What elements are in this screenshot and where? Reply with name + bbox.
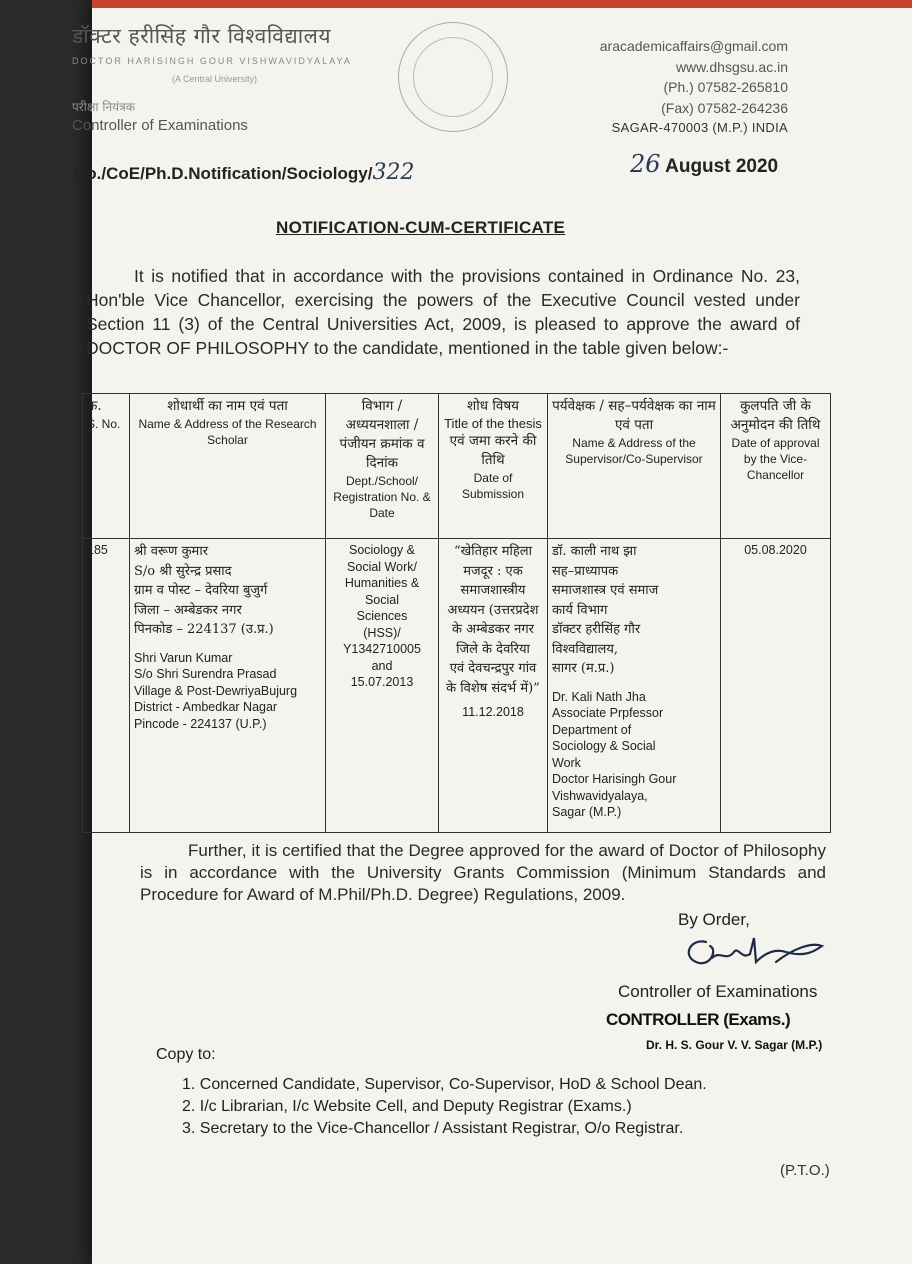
cell-dept [326,539,439,833]
supervisor-english-line: Work [552,755,581,770]
contact-website: www.dhsgsu.ac.in [675,58,788,75]
intro-paragraph: It is notified that in accordance with the provisions contained in Ordinance No. 23, Hon'ble Vice Chancellor, exercising the powers of the Executive Council vested under Section 11 (3) of the Central Universities Act, 2009, is pleased to approve the award of DOCTOR OF PHILOSOPHY to the candidate, mentioned in the table given below:- [86,266,800,358]
cell-approval-date: 05.08.2020 [721,539,831,833]
header-approval-hindi: कुलपति जी के अनुमोदन की तिथि [730,398,821,433]
issue-date-rest: August 2020 [665,156,779,177]
header-sno-english: S. No. [87,417,121,431]
supervisor-english-line: Department of [552,722,632,737]
supervisor-hindi-line: कार्य विभाग [552,602,608,618]
thesis-submission-date: 11.12.2018 [462,705,524,719]
supervisor-hindi-line: डॉक्टर हरीसिंह गौर [552,622,641,637]
controller-stamp-address: Dr. H. S. Gour V. V. Sagar (M.P.) [646,1038,823,1052]
scholar-english-line: District - Ambedkar Nagar [134,700,278,714]
thesis-line: अध्ययन (उत्तरप्रदेश [447,602,539,618]
dept-line: Social Work/ [347,559,417,574]
contact-email: aracademicaffairs@gmail.com [599,38,788,54]
controller-stamp: CONTROLLER (Exams.) [606,1010,791,1029]
thesis-line: जिले के देवरिया [456,641,530,657]
supervisor-hindi-lines [552,542,716,679]
scholar-hindi-line: पिनकोड – 224137 (उ.प्र.) [134,622,274,637]
reference-handwritten-number: 322 [372,160,415,185]
table-header-row [83,394,831,539]
handwritten-signature-icon [676,928,826,978]
letterhead-contact [560,36,788,139]
scholar-english-lines [134,650,321,733]
cell-supervisor [548,539,721,833]
header-dept-english: Dept./School/ Registration No. & Date [333,474,431,520]
thesis-line: एवं देवचन्द्रपुर गांव [449,661,537,676]
university-seal-icon [398,22,508,132]
top-edge-band [92,0,912,8]
list-item: 2. I/c Librarian, I/c Website Cell, and Deputy Registrar (Exams.) [182,1098,632,1115]
thesis-line: के विशेष संदर्भ में)” [446,680,540,696]
copy-to-list [182,1074,707,1140]
dept-line: Y1342710005 [343,642,421,656]
header-thesis-english: Title of the thesis [444,416,542,431]
scholar-english-line: Shri Varun Kumar [134,650,233,665]
header-supervisor-english: Name & Address of the Supervisor/Co-Supervisor [565,436,703,466]
header-supervisor [548,394,721,539]
header-thesis-hindi2: एवं जमा करने की तिथि [449,433,537,468]
thesis-line: समाजशास्त्रीय [460,583,526,598]
list-item: 3. Secretary to the Vice-Chancellor / Assistant Registrar, O/o Registrar. [182,1120,684,1137]
supervisor-english-line: Sociology & Social [552,739,656,753]
copy-to-heading: Copy to: [156,1046,216,1063]
header-thesis-english2: Date of Submission [461,471,525,501]
scholar-english-line: Pincode - 224137 (U.P.) [134,716,267,731]
header-dept [326,394,439,539]
cell-scholar [130,539,326,833]
dept-line: Sciences [356,609,408,623]
reference-prefix: No./CoE/Ph.D.Notification/Sociology/ [74,164,373,183]
header-scholar [130,394,326,539]
document-title: NOTIFICATION-CUM-CERTIFICATE [276,218,566,237]
dept-line: Humanities & [344,576,420,590]
header-thesis-hindi: शोध विषय [467,398,519,414]
cell-sno: 185 [83,539,130,833]
supervisor-english-line: Sagar (M.P.) [552,805,622,819]
header-thesis [439,394,548,539]
university-name-hindi: डॉक्टर हरीसिंह गौर विश्वविद्यालय [72,24,332,48]
reference-number [74,160,414,185]
scholar-hindi-line: S/o श्री सुरेन्द्र प्रसाद [134,563,232,579]
dept-line: and [371,658,393,673]
supervisor-english-lines [552,689,716,821]
header-sno [83,394,130,539]
by-order: By Order, [678,910,750,929]
header-scholar-english: Name & Address of the Research Scholar [138,417,317,447]
scholar-hindi-line: श्री वरूण कुमार [134,544,209,559]
table-row [83,539,831,833]
certification-paragraph: Further, it is certified that the Degree approved for the award of Doctor of Philosophy is in accordance with the University Grants Commission (Minimum Standards and Procedure for Award of M.Phil/Ph.D. Degree) Regulations, 2009. [140,841,826,904]
university-type: (A Central University) [172,74,258,84]
dept-line: (HSS)/ [363,625,401,640]
supervisor-english-line: Doctor Harisingh Gour [552,772,677,786]
signatory-designation: Controller of Examinations [618,982,818,1001]
cell-thesis [439,539,548,833]
thesis-line: “खेतिहार महिला [453,544,532,559]
supervisor-hindi-line: सागर (म.प्र.) [552,661,615,676]
dept-line: 15.07.2013 [350,675,414,689]
scholar-hindi-lines [134,542,321,640]
scholar-english-line: Village & Post-DewriyaBujurg [134,683,298,698]
contact-address: SAGAR-470003 (M.P.) INDIA [611,120,788,135]
header-scholar-hindi: शोधार्थी का नाम एवं पता [167,398,288,414]
issue-date [630,150,778,178]
please-turn-over: (P.T.O.) [780,1162,830,1179]
letterhead-left [72,22,372,134]
dept-line: Social [364,592,400,607]
thesis-line: मजदूर : एक [463,563,523,579]
thesis-hindi-lines [443,542,543,698]
supervisor-hindi-line: विश्वविद्यालय, [552,641,618,657]
controller-hindi: परीक्षा नियंत्रक [72,100,135,114]
header-supervisor-hindi: पर्यवेक्षक / सह–पर्यवेक्षक का नाम एवं पता [552,398,716,433]
thesis-line: के अम्बेडकर नगर [452,622,534,637]
header-approval-english: Date of approval by the Vice-Chancellor [731,436,820,482]
issue-date-day: 26 [630,150,661,178]
supervisor-hindi-line: सह–प्राध्यापक [552,563,619,579]
university-name-english: DOCTOR HARISINGH GOUR VISHWAVIDYALAYA [72,56,352,66]
supervisor-english-line: Dr. Kali Nath Jha [552,689,646,704]
header-approval [721,394,831,539]
candidate-table [82,393,831,833]
scholar-hindi-line: ग्राम व पोस्ट – देवरिया बुजुर्ग [134,583,268,598]
supervisor-hindi-line: समाजशास्त्र एवं समाज [552,583,659,598]
list-item: 1. Concerned Candidate, Supervisor, Co-Supervisor, HoD & School Dean. [182,1076,707,1093]
scholar-english-line: S/o Shri Surendra Prasad [134,667,277,681]
header-dept-hindi: विभाग / अध्ययनशाला / पंजीयन क्रमांक व दिनांक [339,398,425,471]
dept-line: Sociology & [348,543,415,557]
scholar-hindi-line: जिला – अम्बेडकर नगर [134,602,242,618]
header-sno-hindi: क्र. [87,398,102,414]
supervisor-hindi-line: डॉ. काली नाथ झा [552,544,637,559]
supervisor-english-line: Vishwavidyalaya, [552,788,648,803]
supervisor-english-line: Associate Prpfessor [552,706,664,720]
contact-phone: (Ph.) 07582-265810 [663,79,788,95]
contact-fax: (Fax) 07582-264236 [661,99,788,116]
controller-english: Controller of Examinations [72,117,248,134]
